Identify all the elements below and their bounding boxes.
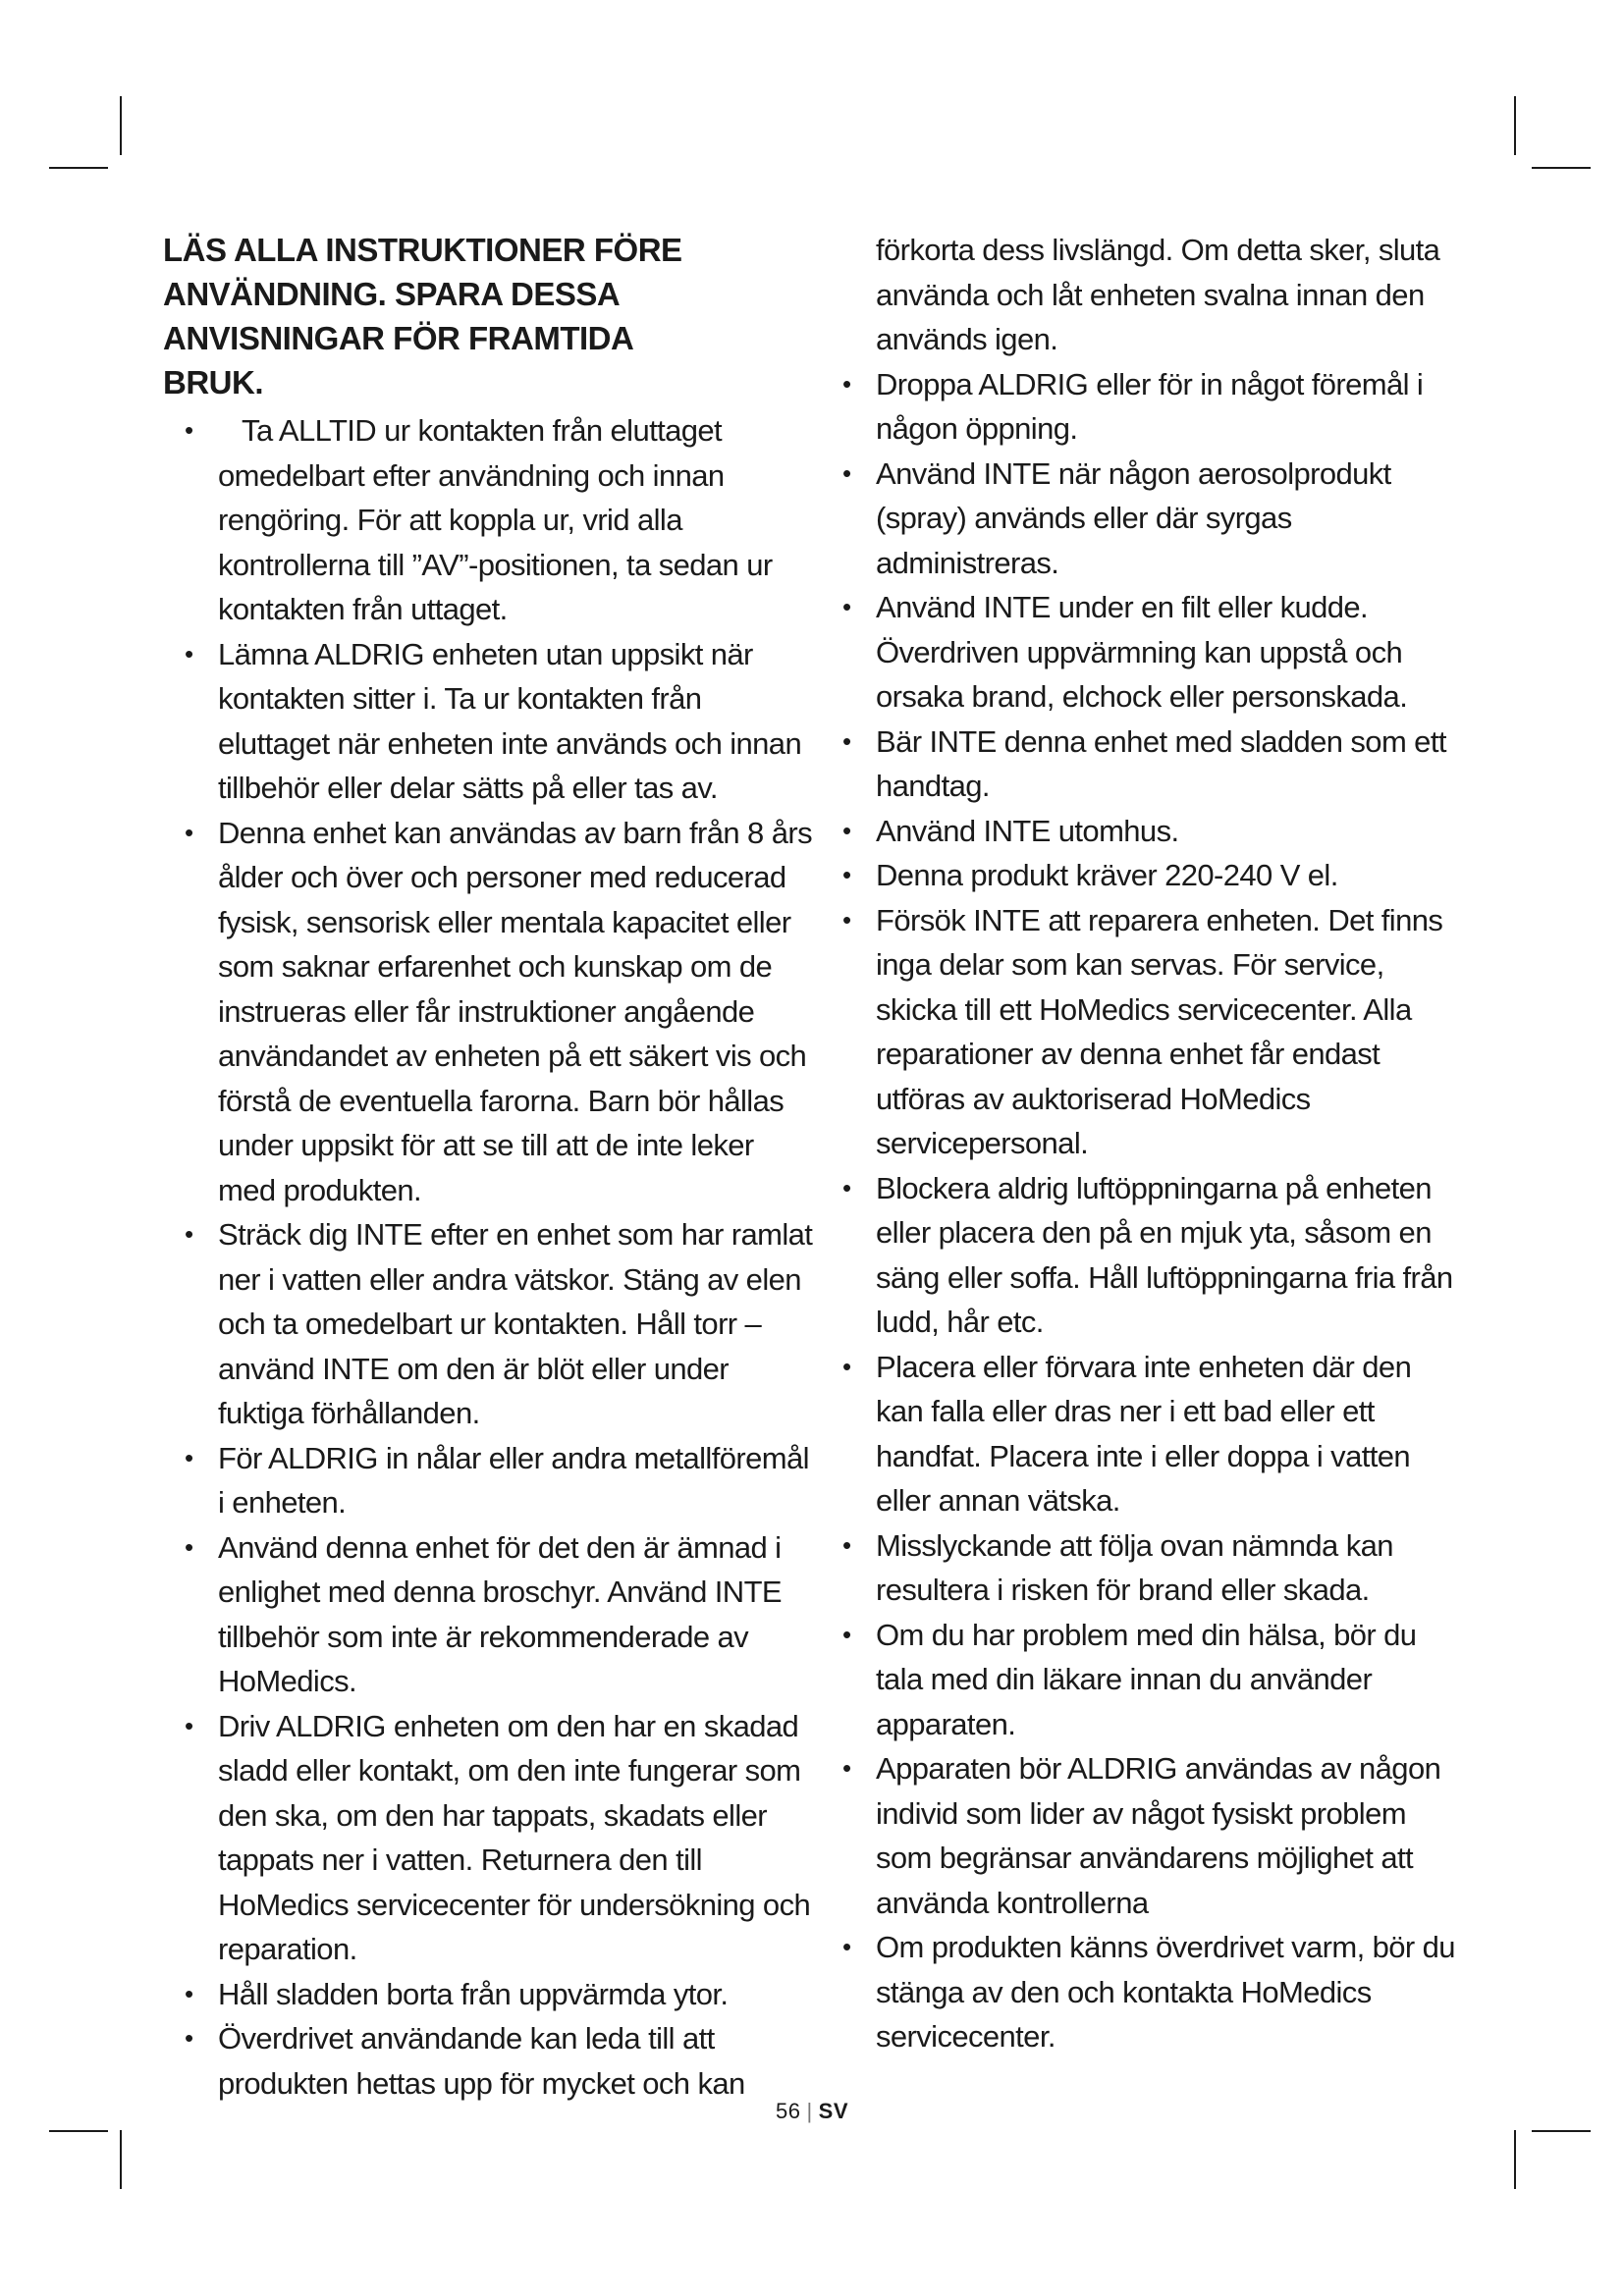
page-number: 56: [775, 2099, 801, 2123]
list-item: [821, 898, 1459, 1166]
list-item: [821, 720, 1459, 809]
list-item-text: Blockera aldrig luftöppningarna på enheten eller placera den på en mjuk yta, såsom en säng eller soffa. Håll luftöppningarna fria från ludd, hår etc.: [876, 1170, 1453, 1339]
bullet-icon: •: [842, 1172, 851, 1202]
list-item-text: Bär INTE denna enhet med sladden som ett handtag.: [876, 723, 1446, 803]
bullet-icon: •: [842, 904, 851, 934]
bullet-icon: •: [842, 368, 851, 399]
list-item-text: Håll sladden borta från uppvärmda ytor.: [218, 1976, 729, 2011]
language-code: SV: [818, 2099, 849, 2123]
list-item-text: Försök INTE att reparera enheten. Det finns inga delar som kan servas. För service, skicka till ett HoMedics servicecenter. Alla reparationer av denna enhet får endast utföras av auktoriserad HoMedics servicepersonal.: [876, 902, 1443, 1160]
crop-mark: [49, 167, 108, 169]
crop-mark: [120, 2130, 122, 2189]
list-item: [163, 1525, 816, 1704]
right-column: [821, 228, 1459, 2059]
list-item-text: Använd denna enhet för det den är ämnad i enlighet med denna broschyr. Använd INTE tillbehör som inte är rekommenderade av HoMedics.: [218, 1529, 782, 1698]
list-item: [821, 809, 1459, 854]
list-item-text: Använd INTE under en filt eller kudde. Överdriven uppvärmning kan uppstå och orsaka brand, elchock eller personskada.: [876, 590, 1408, 714]
list-item: [821, 853, 1459, 898]
bullet-icon: •: [842, 1753, 851, 1783]
list-item-text: Överdrivet användande kan leda till att produkten hettas upp för mycket och kan: [218, 2021, 745, 2101]
crop-mark: [120, 96, 122, 155]
bullet-icon: •: [842, 815, 851, 845]
list-item: [163, 811, 816, 1213]
list-item-text: Denna produkt kräver 220-240 V el.: [876, 858, 1338, 892]
footer-separator: |: [806, 2099, 813, 2123]
crop-mark: [1514, 96, 1516, 155]
crop-mark: [1514, 2130, 1516, 2189]
list-item: [821, 1613, 1459, 1747]
list-item: [163, 1704, 816, 1972]
page-heading: LÄS ALLA INSTRUKTIONER FÖRE ANVÄNDNING. SPARA DESSA ANVISNINGAR FÖR FRAMTIDA BRUK.: [163, 232, 682, 400]
crop-mark: [1532, 167, 1591, 169]
list-item: [163, 1436, 816, 1525]
bullet-icon: •: [842, 592, 851, 621]
list-item: [821, 1345, 1459, 1523]
list-item-text: Droppa ALDRIG eller för in något föremål i någon öppning.: [876, 366, 1424, 446]
list-item-text: Misslyckande att följa ovan nämnda kan resultera i risken för brand eller skada.: [876, 1527, 1393, 1607]
list-item-text: Apparaten bör ALDRIG användas av någon individ som lider av något fysiskt problem som begränsar användarens möjlighet att använda kontrollerna: [876, 1751, 1441, 1920]
bullet-icon: •: [185, 817, 193, 847]
bullet-icon: •: [185, 415, 193, 445]
bullet-icon: •: [842, 1932, 851, 1961]
list-item-text: Ta ALLTID ur kontakten från eluttaget omedelbart efter användning och innan rengöring. För att koppla ur, vrid alla kontrollerna till ”AV”-positionen, ta sedan ur kontakten från uttaget.: [218, 413, 781, 626]
list-item: [821, 1925, 1459, 2059]
right-bullet-list: [821, 362, 1459, 2059]
list-item-text: Använd INTE utomhus.: [876, 813, 1179, 848]
page-footer: [0, 2099, 1624, 2124]
crop-mark: [1532, 2130, 1591, 2132]
list-item: [821, 362, 1459, 452]
list-item-text: Lämna ALDRIG enheten utan uppsikt när kontakten sitter i. Ta ur kontakten från eluttaget när enheten inte används och innan tillbehör eller delar sätts på eller tas av.: [218, 636, 802, 805]
list-item-text: Sträck dig INTE efter en enhet som har ramlat ner i vatten eller andra vätskor. Stäng av elen och ta omedelbart ur kontakten. Håll torr – använd INTE om den är blöt eller under fuktiga förhållanden.: [218, 1217, 813, 1430]
list-item: [163, 408, 816, 632]
list-item: [163, 1212, 816, 1436]
list-item-text: Placera eller förvara inte enheten där den kan falla eller dras ner i ett bad eller ett handfat. Placera inte i eller doppa i vatten eller annan vätska.: [876, 1349, 1412, 1518]
bullet-icon: •: [842, 1351, 851, 1381]
list-item: [821, 1746, 1459, 1925]
bullet-icon: •: [842, 860, 851, 889]
list-item: [163, 632, 816, 811]
list-item-text: Driv ALDRIG enheten om den har en skadad sladd eller kontakt, om den inte fungerar som den ska, om den har tappats, skadats eller tappats ner i vatten. Returnera den till HoMedics servicecenter för undersökning och reparation.: [218, 1708, 811, 1966]
list-item: [821, 1523, 1459, 1613]
list-item-text: Om du har problem med din hälsa, bör du tala med din läkare innan du använder apparaten.: [876, 1617, 1417, 1741]
bullet-icon: •: [185, 1442, 193, 1472]
list-item: [163, 2016, 816, 2106]
bullet-icon: •: [842, 457, 851, 488]
bullet-icon: •: [185, 638, 193, 668]
list-item: [821, 452, 1459, 586]
bullet-icon: •: [842, 725, 851, 756]
bullet-icon: •: [185, 2023, 193, 2053]
list-item-text: Använd INTE när någon aerosolprodukt (spray) används eller där syrgas administreras.: [876, 455, 1391, 580]
bullet-icon: •: [185, 1531, 193, 1562]
list-item-text: Om produkten känns överdrivet varm, bör du stänga av den och kontakta HoMedics servicecenter.: [876, 1930, 1455, 2054]
continued-paragraph: förkorta dess livslängd. Om detta sker, sluta använda och låt enheten svalna innan den används igen.: [876, 233, 1440, 356]
bullet-icon: •: [842, 1619, 851, 1649]
bullet-icon: •: [185, 1710, 193, 1740]
list-item: [821, 585, 1459, 720]
bullet-icon: •: [185, 1978, 193, 2008]
list-item-text: För ALDRIG in nålar eller andra metallföremål i enheten.: [218, 1440, 809, 1520]
list-item: [821, 1166, 1459, 1345]
bullet-icon: •: [185, 1219, 193, 1249]
list-item-text: Denna enhet kan användas av barn från 8 års ålder och över och personer med reducerad fysisk, sensorisk eller mentala kapacitet eller som saknar erfarenhet och kunskap om de instrueras eller får instruktioner angående användandet av enheten på ett säkert vis och förstå de eventuella farorna. Barn bör hållas under uppsikt för att se till att de inte leker med produkten.: [218, 815, 812, 1207]
left-column: [163, 228, 816, 2106]
left-bullet-list: [163, 408, 816, 2106]
crop-mark: [49, 2130, 108, 2132]
list-item: [163, 1972, 816, 2017]
bullet-icon: •: [842, 1529, 851, 1560]
